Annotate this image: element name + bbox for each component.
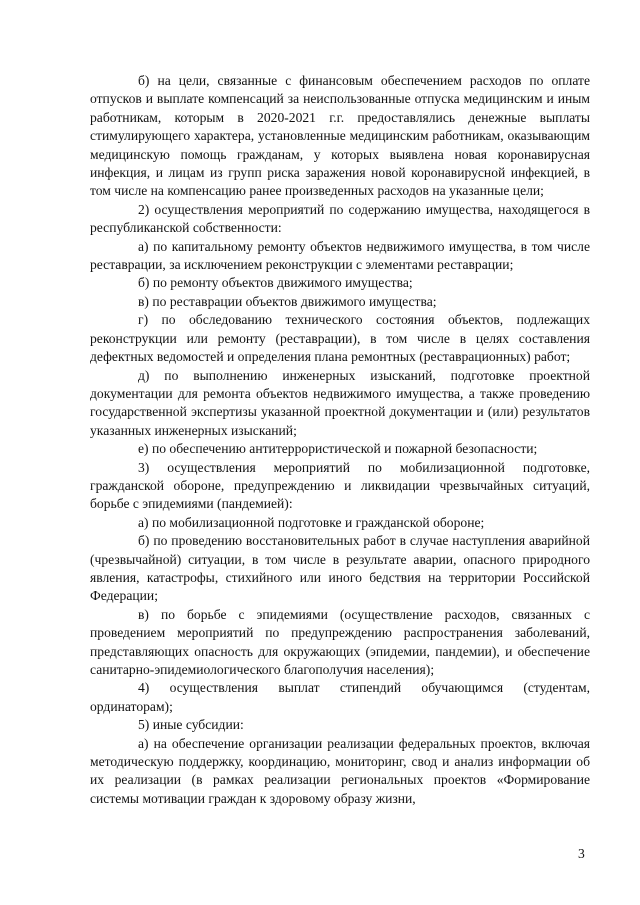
paragraph-5a-federal-projects: а) на обеспечение организации реализации федеральных проектов, включая методическую поддержку, координацию, мониторинг, свод и анализ информации об их реализации (в рамках реализации региональных проектов «Формирование системы мотивации граждан к здоровому образу жизни,: [90, 735, 590, 806]
paragraph-2v-movable-restoration: в) по реставрации объектов движимого имущества;: [138, 293, 437, 309]
paragraph-2-property-maintenance: 2) осуществления мероприятий по содержанию имущества, находящегося в республиканской собственности:: [90, 201, 590, 236]
paragraph-4-scholarships: 4) осуществления выплат стипендий обучающимся (студентам, ординаторам);: [90, 680, 590, 714]
paragraph-1b-vacation-compensation: б) на цели, связанные с финансовым обеспечением расходов по оплате отпусков и выплате компенсаций за неиспользованные отпуска медицинским и иным работникам, которым в 2020-2021 г.г. предоставлялись денежные выплаты стимулирующего характера, установленные медицинским работникам, оказывающим медицинскую помощь гражданам, у которых выявлена новая коронавирусная инфекция, и лицам из групп риска заражения новой коронавирусной инфекцией, в том числе на компенсацию ранее произведенных расходов на указанные цели;: [90, 73, 590, 199]
paragraph-2b-movable-repair: б) по ремонту объектов движимого имущества;: [138, 275, 413, 291]
document-body: [90, 72, 590, 808]
paragraph-2g-technical-inspection: г) по обследованию технического состояния объектов, подлежащих реконструкции или ремонту (реставрации), в том числе в целях составления дефектных ведомостей и определения плана ремонтных (реставрационных) работ;: [90, 312, 590, 365]
paragraph-3a-civil-defense: а) по мобилизационной подготовке и гражданской обороне;: [138, 514, 485, 530]
paragraph-3v-epidemics: в) по борьбе с эпидемиями (осуществление расходов, связанных с проведением мероприятий по предупреждению распространения заболеваний, представляющих опасность для окружающих (эпидемии, пандемии), и обеспечение санитарно-эпидемиологического благополучия населения);: [90, 606, 590, 677]
page-number: 3: [578, 846, 585, 861]
paragraph-2a-capital-repair: а) по капитальному ремонту объектов недвижимого имущества, в том числе реставрации, за исключением реконструкции с элементами реставрации;: [90, 238, 590, 273]
paragraph-2e-security: е) по обеспечению антитеррористической и пожарной безопасности;: [138, 441, 538, 457]
paragraph-3b-restoration-works: б) по проведению восстановительных работ в случае наступления аварийной (чрезвычайной) ситуации, в том числе в результате аварии, опасного природного явления, катастрофы, стихийного или иного бедствия на территории Российской Федерации;: [90, 533, 590, 604]
paragraph-5-other-subsidies: 5) иные субсидии:: [138, 717, 244, 733]
paragraph-3-mobilization: 3) осуществления мероприятий по мобилизационной подготовке, гражданской обороне, предупреждению и ликвидации чрезвычайных ситуаций, борьбе с эпидемиями (пандемией):: [90, 459, 590, 512]
paragraph-2d-engineering-surveys: д) по выполнению инженерных изысканий, подготовке проектной документации для ремонта объектов недвижимого имущества, а также проведению государственной экспертизы указанной проектной документации и (или) результатов указанных инженерных изысканий;: [90, 367, 590, 438]
